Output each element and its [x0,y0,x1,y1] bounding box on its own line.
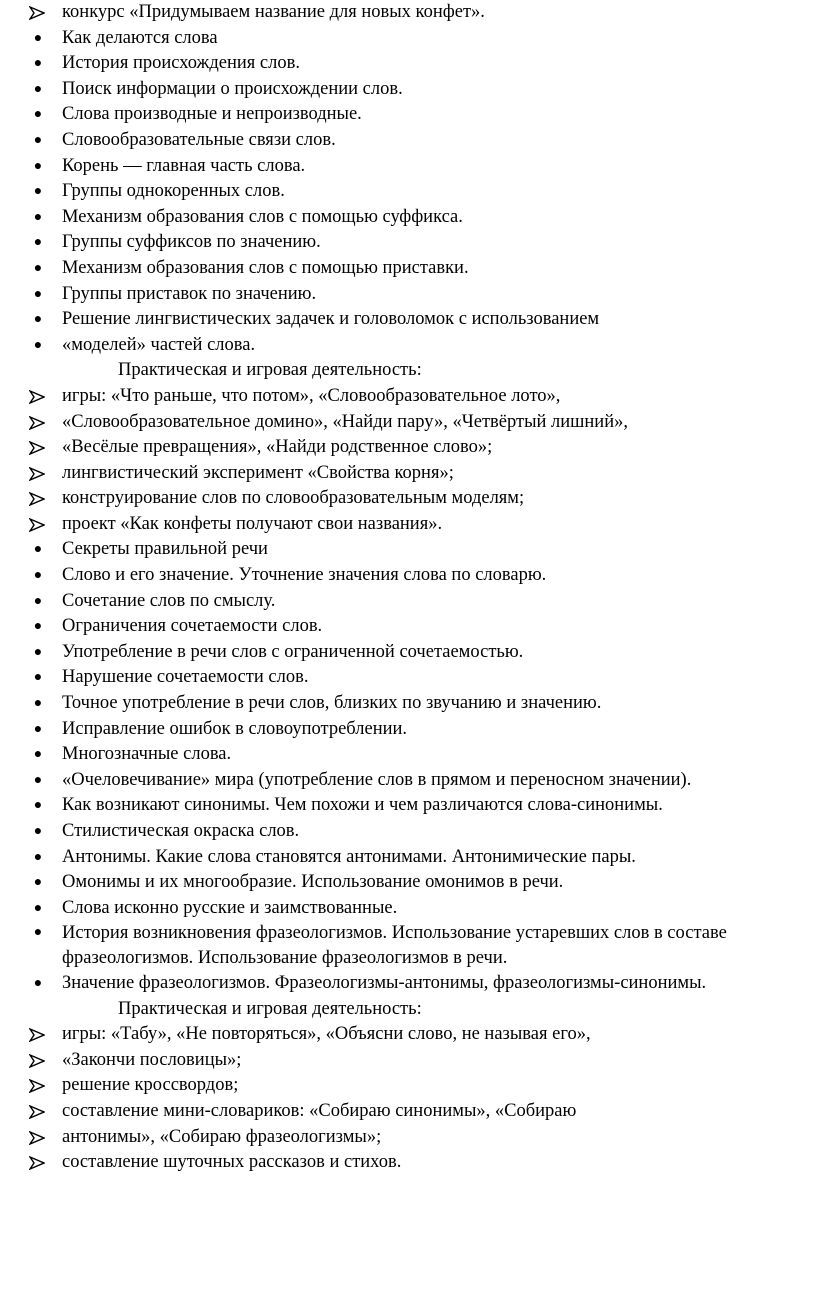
bullet-dot-icon: ● [33,337,43,353]
list-item-text: Антонимы. Какие слова становятся антонимами. Антонимические пары. [62,846,636,867]
bullet-dot-icon: ● [33,158,43,174]
list-item-text: лингвистический эксперимент «Свойства корня»; [62,462,454,483]
list-item-text: Слова производные и непроизводные. [62,104,362,125]
list-item-text: «Весёлые превращения», «Найди родственное слово»; [62,437,493,458]
section-heading [0,358,816,384]
list-item-text: Употребление в речи слов с ограниченной сочетаемостью. [62,641,524,662]
list-item-text: игры: «Табу», «Не повторяться», «Объясни слово, не называя его», [62,1024,591,1045]
bullet-dot-icon: ● [33,849,43,865]
arrow-bullet-icon [29,1131,45,1145]
list-item [0,665,816,691]
arrow-bullet-icon [29,416,45,430]
arrow-bullet-icon [29,1156,45,1170]
bullet-dot-icon: ● [33,747,43,763]
bullet-dot-icon: ● [33,568,43,584]
bullet-dot-icon: ● [33,875,43,891]
list-item-text: Точное употребление в речи слов, близких по звучанию и значению. [62,693,602,714]
list-item-text: Слово и его значение. Уточнение значения слова по словарю. [62,565,547,586]
list-item [0,512,816,538]
list-item-text: Сочетание слов по смыслу. [62,590,276,611]
list-item-text: проект «Как конфеты получают свои названия». [62,513,443,534]
section-heading [0,997,816,1023]
bullet-dot-icon: ● [33,132,43,148]
list-item [0,896,816,922]
bullet-dot-icon: ● [33,900,43,916]
list-item [0,691,816,717]
arrow-bullet-icon [29,518,45,532]
list-item-text: Практическая и игровая деятельность: [118,998,422,1019]
arrow-bullet-icon [29,1054,45,1068]
list-item [0,614,816,640]
list-item-text: Исправление ошибок в словоупотреблении. [62,718,408,739]
list-item [0,26,816,52]
list-item [0,435,816,461]
list-item-text: Механизм образования слов с помощью суффикса. [62,206,463,227]
bullet-dot-icon: ● [33,824,43,839]
list-item-text: Секреты правильной речи [62,539,268,560]
bullet-dot-icon: ● [33,721,43,737]
list-item [0,179,816,205]
list-item-text: «моделей» частей слова. [62,334,256,355]
bullet-dot-icon: ● [33,772,43,788]
list-item [0,128,816,154]
arrow-bullet-icon [29,6,45,20]
list-item [0,768,816,794]
bullet-dot-icon: ● [33,312,43,328]
list-item-text: Как делаются слова [62,27,218,48]
bullet-dot-icon: ● [33,975,43,991]
list-item-text: Группы однокоренных слов. [62,181,285,202]
list-item-text: История возникновения фразеологизмов. Использование устаревших слов в составе фразеологизмов. Использование фразеологизмов в речи. [62,923,727,969]
list-item-text: конкурс «Придумываем название для новых конфет». [62,2,485,22]
list-item-text: решение кроссвордов; [62,1075,239,1096]
bullet-dot-icon: ● [33,235,43,251]
bullet-dot-icon: ● [33,56,43,72]
list-item-text: «Словообразовательное домино», «Найди пару», «Четвёртый лишний», [62,411,628,432]
bullet-dot-icon: ● [33,184,43,200]
list-item-text: Группы приставок по значению. [62,283,317,304]
list-item-text: Значение фразеологизмов. Фразеологизмы-антонимы, фразеологизмы-синонимы. [62,972,707,993]
bullet-dot-icon: ● [33,542,43,558]
list-item-text: Решение лингвистических задачек и головоломок с использованием [62,309,600,330]
list-item-text: Нарушение сочетаемости слов. [62,667,309,688]
list-item [0,819,816,845]
list-item-text: Омонимы и их многообразие. Использование омонимов в речи. [62,872,564,893]
list-item-text: составление шуточных рассказов и стихов. [62,1152,402,1173]
bullet-dot-icon: ● [33,286,43,302]
arrow-bullet-icon [29,492,45,506]
bullet-dot-icon: ● [33,593,43,609]
list-item-text: Многозначные слова. [62,744,232,765]
bullet-dot-icon: ● [33,81,43,97]
bullet-dot-icon: ● [33,209,43,225]
arrow-bullet-icon [29,1028,45,1042]
list-item [0,717,816,743]
arrow-bullet-icon [29,1079,45,1093]
list-item-text: Ограничения сочетаемости слов. [62,616,323,637]
list-item [0,77,816,103]
list-item [0,102,816,128]
list-item [0,282,816,308]
list-item [0,384,816,410]
list-item [0,1099,816,1125]
bullet-dot-icon: ● [33,798,43,814]
list-item [0,563,816,589]
list-item [0,486,816,512]
arrow-bullet-icon [29,467,45,481]
bullet-dot-icon: ● [33,619,43,635]
list-item-text: составление мини-словариков: «Собираю синонимы», «Собираю [62,1100,577,1121]
list-item [0,256,816,282]
arrow-bullet-icon [29,441,45,455]
list-item [0,333,816,359]
list-item-text: Слова исконно русские и заимствованные. [62,897,398,918]
list-item [0,230,816,256]
list-item [0,845,816,871]
list-item [0,51,816,77]
list-item-text: «Закончи пословицы»; [62,1049,242,1070]
list-item [0,742,816,768]
arrow-bullet-icon [29,1105,45,1119]
list-item-text: Стилистическая окраска слов. [62,821,300,841]
list-item-text: Практическая и игровая деятельность: [118,360,422,381]
list-item [0,589,816,615]
list-item-text: игры: «Что раньше, что потом», «Словообразовательное лото», [62,385,561,406]
list-item [0,921,816,971]
list-item [0,971,816,997]
bullet-dot-icon: ● [33,925,43,941]
bullet-dot-icon: ● [33,30,43,46]
list-item-text: Поиск информации о происхождении слов. [62,78,403,99]
list-item-text: антонимы», «Собираю фразеологизмы»; [62,1126,382,1147]
bullet-dot-icon: ● [33,260,43,276]
list-item-text: Механизм образования слов с помощью приставки. [62,257,469,278]
list-item [0,870,816,896]
bullet-dot-icon: ● [33,696,43,712]
list-item-text: История происхождения слов. [62,53,300,74]
list-item-text: Как возникают синонимы. Чем похожи и чем различаются слова-синонимы. [62,795,663,816]
list-item-text: Корень — главная часть слова. [62,155,306,176]
list-item [0,1125,816,1151]
list-item-text: «Очеловечивание» мира (употребление слов в прямом и переносном значении). [62,769,692,790]
list-item-text: Словообразовательные связи слов. [62,129,336,150]
list-item [0,0,816,26]
bullet-dot-icon: ● [33,644,43,660]
bullet-dot-icon: ● [33,670,43,686]
list-item [0,1022,816,1048]
list-item-text: Группы суффиксов по значению. [62,232,321,253]
list-item-text: конструирование слов по словообразовательным моделям; [62,488,525,509]
list-item [0,1150,816,1176]
list-item [0,537,816,563]
list-item [0,154,816,180]
list-item [0,205,816,231]
list-item [0,410,816,436]
bullet-dot-icon: ● [33,107,43,123]
arrow-bullet-icon [29,390,45,404]
list-item [0,1048,816,1074]
list-item [0,1073,816,1099]
list-item [0,793,816,819]
list-item [0,461,816,487]
list-item [0,640,816,666]
list-item [0,307,816,333]
